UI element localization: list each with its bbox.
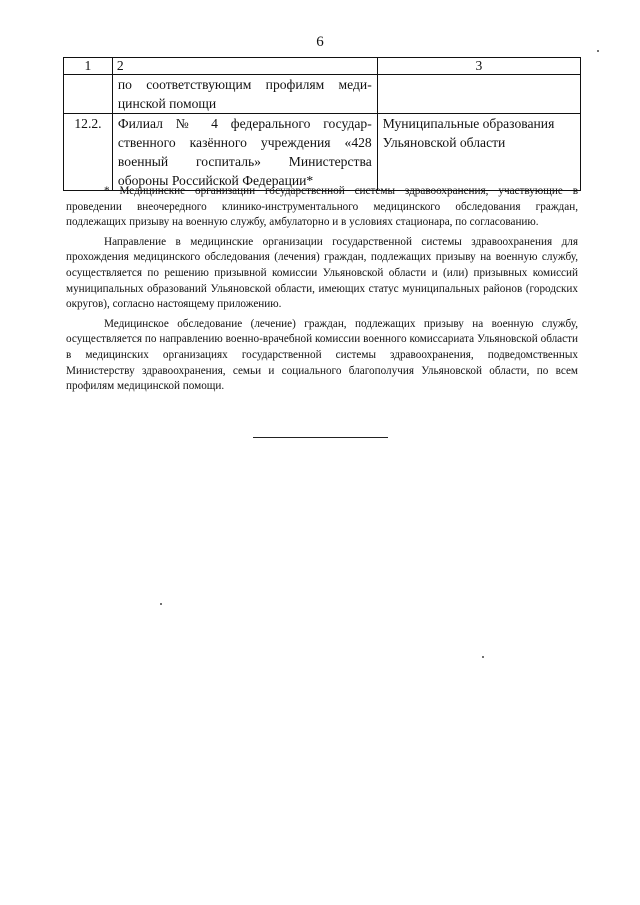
table-header-row — [64, 58, 581, 75]
organization-line: военный госпиталь» Министерства — [117, 154, 372, 169]
organization-line: цинской помощи — [117, 96, 217, 111]
organization-cell — [112, 114, 377, 191]
organization-line: обороны Российской Федерации* — [117, 173, 314, 188]
scan-speck — [160, 603, 162, 605]
organization-cell — [112, 75, 377, 114]
row-number-cell — [64, 75, 113, 114]
column-header-1: 1 — [64, 58, 113, 75]
organization-line: по соответствующим профилям меди- — [117, 77, 372, 92]
organization-line: ственного казённого учреждения «428 — [117, 135, 372, 150]
region-cell: Муниципальные образования Ульяновской области — [377, 114, 580, 191]
closing-divider — [253, 437, 388, 438]
organization-line: Филиал № 4 федерального государ- — [117, 116, 372, 131]
scan-speck — [482, 656, 484, 658]
scan-speck — [597, 50, 599, 52]
row-number-cell: 12.2. — [64, 114, 113, 191]
column-header-2: 2 — [112, 58, 377, 75]
page-number: 6 — [316, 34, 324, 50]
table-row — [64, 114, 581, 191]
region-cell — [377, 75, 580, 114]
footnote-paragraph: * Медицинские организации государственной системы здравоохранения, участвующие в проведении внеочередного клинико-инструментального медицинского обследования граждан, подлежащих призыву на военную службу, амбулаторно и в условиях стационара, по согласованию. — [66, 185, 578, 229]
referral-paragraph: Направление в медицинские организации государственной системы здравоохранения для прохождения медицинского обследования (лечения) граждан, подлежащих призыву на военную службу, осуществляется по решению призывной комиссии Ульяновской области и (или) призывных комиссий муниципальных образований Ульяновской области, имеющих статус муниципальных районов (городских округов), согласно настоящему приложению. — [66, 235, 578, 311]
examination-paragraph: Медицинское обследование (лечение) граждан, подлежащих призыву на военную службу, осуществляется по направлению военно-врачебной комиссии военного комиссариата Ульяновской области в медицинских организациях государственной системы здравоохранения, подведомственных Министерству здравоохранения, семьи и социального благополучия Ульяновской области, по всем профилям медицинской помощи. — [66, 317, 578, 393]
regions-table — [63, 57, 581, 191]
notes-section — [66, 184, 578, 395]
column-header-3: 3 — [377, 58, 580, 75]
table-row — [64, 75, 581, 114]
